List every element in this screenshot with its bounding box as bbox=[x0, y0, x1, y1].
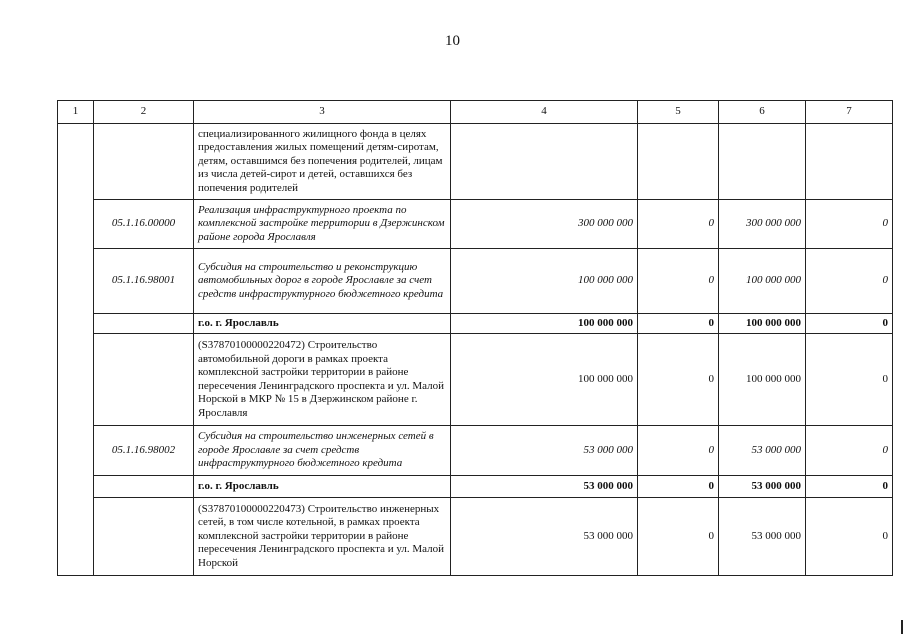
value-cell-6: 100 000 000 bbox=[719, 314, 806, 334]
value-cell-6: 100 000 000 bbox=[719, 334, 806, 426]
header-cell: 3 bbox=[194, 101, 451, 124]
value-cell-5: 0 bbox=[638, 498, 719, 576]
page-number: 10 bbox=[445, 33, 460, 49]
value-cell-7: 0 bbox=[806, 476, 893, 498]
header-cell: 6 bbox=[719, 101, 806, 124]
table-header-row bbox=[58, 101, 893, 124]
value-cell-4: 53 000 000 bbox=[451, 498, 638, 576]
header-cell: 2 bbox=[94, 101, 194, 124]
value-cell-7 bbox=[806, 124, 893, 200]
table-row bbox=[58, 314, 893, 334]
description-cell: г.о. г. Ярославль bbox=[194, 314, 451, 334]
code-cell: 05.1.16.98001 bbox=[94, 249, 194, 314]
description-cell: Субсидия на строительство инженерных сетей в городе Ярославле за счет средств инфраструктурного бюджетного кредита bbox=[194, 426, 451, 476]
value-cell-5: 0 bbox=[638, 426, 719, 476]
value-cell-6: 300 000 000 bbox=[719, 200, 806, 249]
header-cell: 7 bbox=[806, 101, 893, 124]
value-cell-5: 0 bbox=[638, 334, 719, 426]
value-cell-4: 100 000 000 bbox=[451, 249, 638, 314]
value-cell-4 bbox=[451, 124, 638, 200]
value-cell-5: 0 bbox=[638, 249, 719, 314]
table-row bbox=[58, 200, 893, 249]
value-cell-4: 53 000 000 bbox=[451, 476, 638, 498]
header-cell: 4 bbox=[451, 101, 638, 124]
header-cell: 1 bbox=[58, 101, 94, 124]
value-cell-6: 53 000 000 bbox=[719, 498, 806, 576]
value-cell-7: 0 bbox=[806, 314, 893, 334]
table-row bbox=[58, 476, 893, 498]
table-row bbox=[58, 249, 893, 314]
table-row bbox=[58, 124, 893, 200]
value-cell-5: 0 bbox=[638, 476, 719, 498]
value-cell-6: 53 000 000 bbox=[719, 426, 806, 476]
value-cell-6: 100 000 000 bbox=[719, 249, 806, 314]
code-cell bbox=[94, 498, 194, 576]
value-cell-7: 0 bbox=[806, 200, 893, 249]
value-cell-6: 53 000 000 bbox=[719, 476, 806, 498]
table-row bbox=[58, 498, 893, 576]
table-row bbox=[58, 426, 893, 476]
value-cell-4: 300 000 000 bbox=[451, 200, 638, 249]
description-cell: (S37870100000220472) Строительство автомобильной дороги в рамках проекта комплексной застройки территории в районе пересечения Ленинградского проспекта и ул. Малой Норской в МКР № 15 в Дзержинском районе г. Ярославля bbox=[194, 334, 451, 426]
description-cell: специализированного жилищного фонда в целях предоставления жилых помещений детям-сиротам, детям, оставшимся без попечения родителей, лицам из числа детей-сирот и детей, оставшихся без попечения родителей bbox=[194, 124, 451, 200]
value-cell-7: 0 bbox=[806, 334, 893, 426]
code-cell bbox=[94, 314, 194, 334]
table-row bbox=[58, 334, 893, 426]
code-cell: 05.1.16.98002 bbox=[94, 426, 194, 476]
value-cell-7: 0 bbox=[806, 249, 893, 314]
description-cell: (S37870100000220473) Строительство инженерных сетей, в том числе котельной, в рамках проекта комплексной застройки территории в районе пересечения Ленинградского проспекта и ул. Малой Норской bbox=[194, 498, 451, 576]
code-cell bbox=[94, 334, 194, 426]
value-cell-4: 100 000 000 bbox=[451, 314, 638, 334]
code-cell bbox=[94, 124, 194, 200]
value-cell-6 bbox=[719, 124, 806, 200]
value-cell-7: 0 bbox=[806, 498, 893, 576]
value-cell-5: 0 bbox=[638, 200, 719, 249]
value-cell-4: 53 000 000 bbox=[451, 426, 638, 476]
column-1-cell bbox=[58, 124, 94, 576]
value-cell-4: 100 000 000 bbox=[451, 334, 638, 426]
value-cell-7: 0 bbox=[806, 426, 893, 476]
description-cell: Субсидия на строительство и реконструкцию автомобильных дорог в городе Ярославле за счет средств инфраструктурного бюджетного кредита bbox=[194, 249, 451, 314]
code-cell bbox=[94, 476, 194, 498]
code-cell: 05.1.16.00000 bbox=[94, 200, 194, 249]
value-cell-5 bbox=[638, 124, 719, 200]
header-cell: 5 bbox=[638, 101, 719, 124]
value-cell-5: 0 bbox=[638, 314, 719, 334]
description-cell: г.о. г. Ярославль bbox=[194, 476, 451, 498]
description-cell: Реализация инфраструктурного проекта по комплексной застройке территории в Дзержинском районе города Ярославля bbox=[194, 200, 451, 249]
budget-table bbox=[57, 100, 893, 576]
scan-edge-mark bbox=[901, 620, 903, 634]
